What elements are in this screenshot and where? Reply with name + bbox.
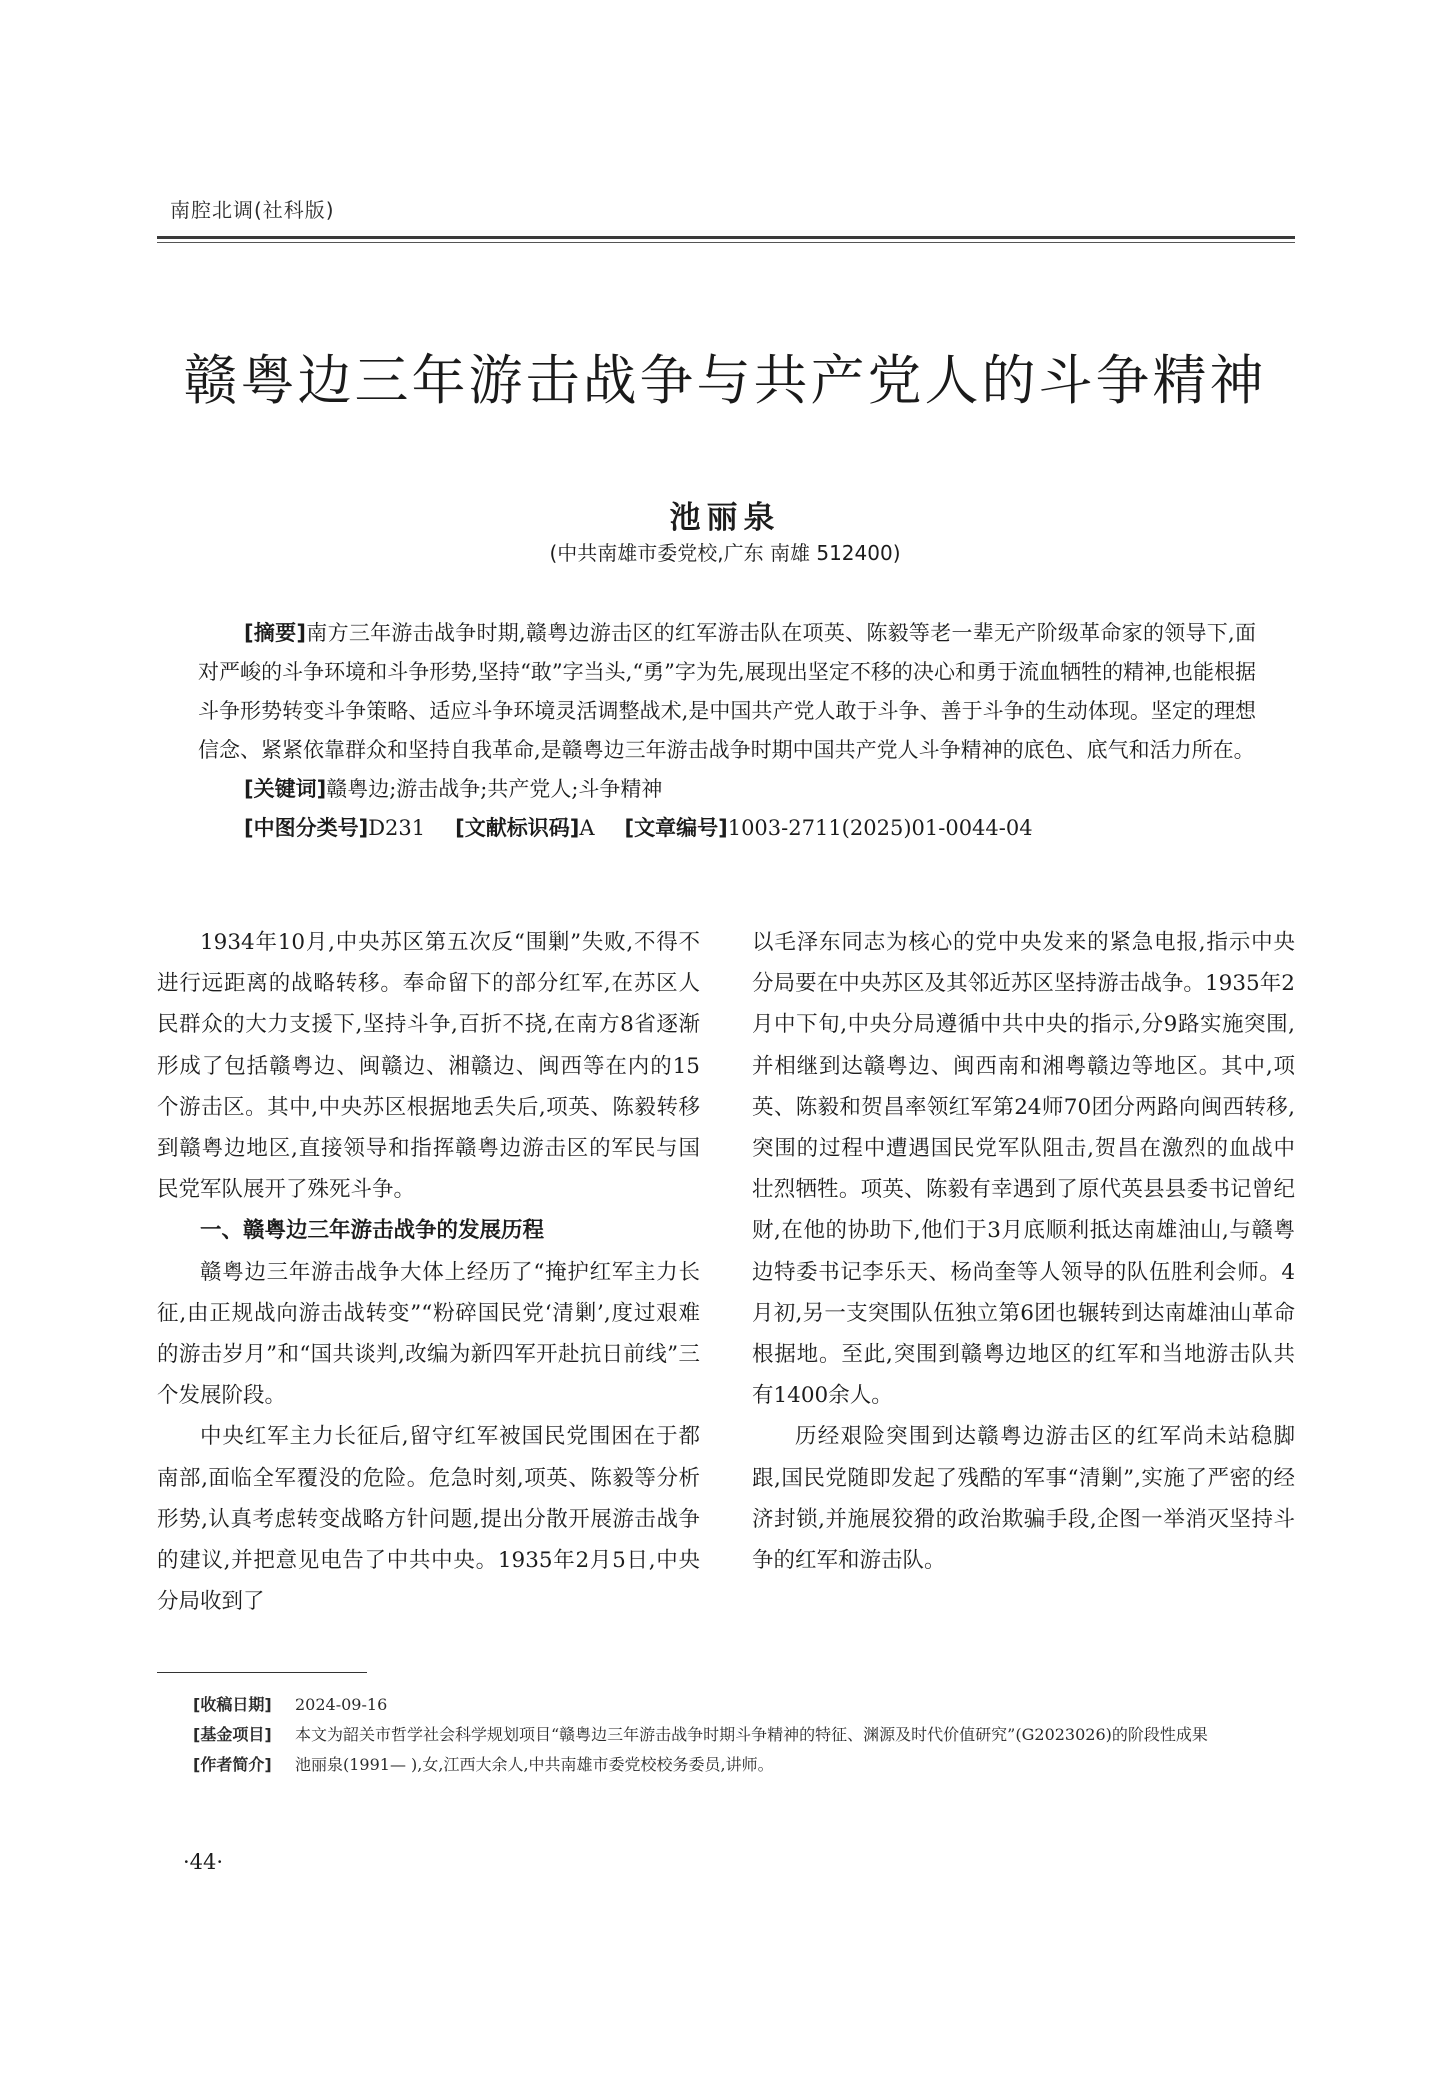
author-affiliation: (中共南雄市委党校,广东 南雄 512400) [549, 541, 901, 565]
abstract-label: [摘要] [244, 621, 307, 645]
abstract-text: 南方三年游击战争时期,赣粤边游击区的红军游击队在项英、陈毅等老一辈无产阶级革命家的领导下,面对严峻的斗争环境和斗争形势,坚持“敢”字当头,“勇”字为先,展现出坚定不移的决心和勇于流血牺牲的精神,也能根据斗争形势转变斗争策略、适应斗争环境灵活调整战术,是中国共产党人敢于斗争、善于斗争的生动体现。坚定的理想信念、紧紧依靠群众和坚持自我革命,是赣粤边三年游击战争时期中国共产党人斗争精神的底色、底气和活力所在。 [198, 621, 1256, 762]
body-column-left [157, 922, 700, 1622]
footnotes [193, 1690, 1293, 1780]
received-label: [收稿日期] [193, 1695, 272, 1714]
fund-label: [基金项目] [193, 1725, 272, 1744]
section-heading: 一、赣粤边三年游击战争的发展历程 [200, 1218, 545, 1244]
received-date: 2024-09-16 [295, 1695, 388, 1714]
body-column-right [752, 922, 1295, 1581]
article-author: 池丽泉 [669, 500, 781, 536]
article-no-value: 1003-2711(2025)01-0044-04 [727, 816, 1033, 840]
abstract-paragraph [198, 614, 1256, 770]
fund-text: 本文为韶关市哲学社会科学规划项目“赣粤边三年游击战争时期斗争精神的特征、渊源及时代价值研究”(G2023026)的阶段性成果 [295, 1725, 1208, 1744]
journal-name: 南腔北调(社科版) [170, 198, 335, 222]
header-rule-thick [157, 236, 1295, 239]
clc-label: [中图分类号] [244, 816, 369, 840]
footnote-fund [193, 1720, 1293, 1750]
doc-code-label: [文献标识码] [455, 816, 580, 840]
body-paragraph: 历经艰险突围到达赣粤边游击区的红军尚未站稳脚跟,国民党随即发起了残酷的军事“清剿”,实施了严密的经济封锁,并施展狡猾的政治欺骗手段,企图一举消灭坚持斗争的红军和游击队。 [752, 1424, 1295, 1574]
author-bio-text: 池丽泉(1991— ),女,江西大余人,中共南雄市委党校校务委员,讲师。 [295, 1755, 774, 1774]
clc-value: D231 [368, 816, 426, 840]
keywords-label: [关键词] [244, 777, 327, 801]
header-rule-thin [157, 242, 1295, 243]
footnote-rule [157, 1672, 367, 1673]
footnote-author [193, 1750, 1293, 1780]
body-paragraph: 1934年10月,中央苏区第五次反“围剿”失败,不得不进行远距离的战略转移。奉命留下的部分红军,在苏区人民群众的大力支援下,坚持斗争,百折不挠,在南方8省逐渐形成了包括赣粤边、闽赣边、湘赣边、闽西等在内的15个游击区。其中,中央苏区根据地丢失后,项英、陈毅转移到赣粤边地区,直接领导和指挥赣粤边游击区的军民与国民党军队展开了殊死斗争。 [157, 930, 700, 1203]
body-paragraph: 赣粤边三年游击战争大体上经历了“掩护红军主力长征,由正规战向游击战转变”“粉碎国民党‘清剿’,度过艰难的游击岁月”和“国共谈判,改编为新四军开赴抗日前线”三个发展阶段。 [157, 1259, 700, 1409]
body-paragraph: 中央红军主力长征后,留守红军被国民党围困在于都南部,面临全军覆没的危险。危急时刻,项英、陈毅等分析形势,认真考虑转变战略方针问题,提出分散开展游击战争的建议,并把意见电告了中共中央。1935年2月5日,中央分局收到了 [157, 1424, 700, 1615]
keywords-text: 赣粤边;游击战争;共产党人;斗争精神 [326, 777, 663, 801]
classification-line [244, 809, 1256, 848]
author-bio-label: [作者简介] [193, 1755, 272, 1774]
doc-code-value: A [579, 816, 595, 840]
abstract-block [198, 614, 1256, 848]
article-no-label: [文章编号] [624, 816, 728, 840]
keywords-line [244, 770, 1256, 809]
page-number: ·44· [183, 1850, 224, 1874]
footnote-received [193, 1690, 1293, 1720]
body-paragraph: 以毛泽东同志为核心的党中央发来的紧急电报,指示中央分局要在中央苏区及其邻近苏区坚持游击战争。1935年2月中下旬,中央分局遵循中共中央的指示,分9路实施突围,并相继到达赣粤边、闽西南和湘粤赣边等地区。其中,项英、陈毅和贺昌率领红军第24师70团分两路向闽西转移,突围的过程中遭遇国民党军队阻击,贺昌在激烈的血战中壮烈牺牲。项英、陈毅有幸遇到了原代英县县委书记曾纪财,在他的协助下,他们于3月底顺利抵达南雄油山,与赣粤边特委书记李乐天、杨尚奎等人领导的队伍胜利会师。4月初,另一支突围队伍独立第6团也辗转到达南雄油山革命根据地。至此,突围到赣粤边地区的红军和当地游击队共有1400余人。 [752, 930, 1295, 1409]
article-title: 赣粤边三年游击战争与共产党人的斗争精神 [183, 349, 1267, 412]
